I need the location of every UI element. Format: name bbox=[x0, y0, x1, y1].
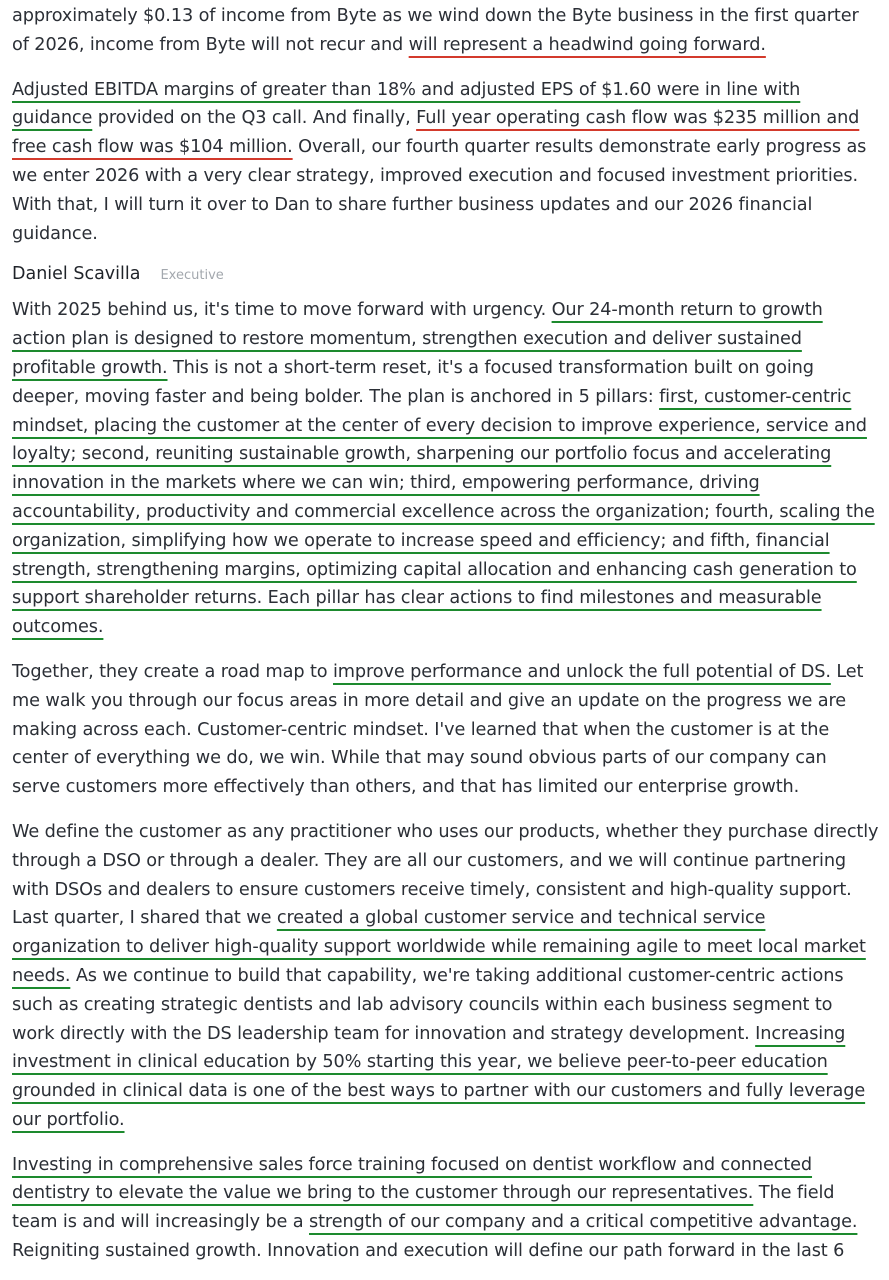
highlight-negative: Full year operating cash flow was $235 million and free cash flow was $104 million. bbox=[12, 108, 860, 158]
highlight-positive: Investing in comprehensive sales force training focused on dentist workflow and connected dentistry to elevate the value we bring to the customer through our representatives. bbox=[12, 1154, 813, 1204]
highlight-positive: Increasing investment in clinical education by 50% starting this year, we believe peer-to-peer education grounded in clinical data is one of the best ways to partner with our customers and fully leverage our portfolio. bbox=[12, 1023, 866, 1130]
speaker-header bbox=[12, 264, 879, 290]
highlight-positive: improve performance and unlock the full potential of DS. bbox=[333, 661, 831, 682]
highlight-positive: Adjusted EBITDA margins of greater than 18% and adjusted EPS of $1.60 were in line with guidance bbox=[12, 79, 801, 129]
text: approximately $0.13 of income from Byte as we wind down the Byte business in the first quarter of 2026, income from Byte will not recur and bbox=[12, 6, 859, 55]
paragraph-5 bbox=[12, 818, 879, 1135]
text: Overall, our fourth quarter results demonstrate early progress as we enter 2026 with a very clear strategy, improved execution and focused investment priorities. With that, I will turn it over to Dan to share further business updates and our 2026 financial guidance. bbox=[12, 137, 867, 244]
text: Let me walk you through our focus areas in more detail and give an update on the progress we are making across each. Customer-centric mindset. I've learned that when the customer is at the center of everything we do, we win. While that may sound obvious parts of our company can serve customers more effectively than others, and that has limited our enterprise growth. bbox=[12, 661, 864, 798]
paragraph-4 bbox=[12, 658, 879, 802]
highlight-positive: strength of our company and a critical competitive advantage. bbox=[309, 1212, 858, 1233]
highlight-negative: will represent a headwind going forward. bbox=[408, 34, 766, 55]
text: provided on the Q3 call. And finally, bbox=[92, 108, 417, 129]
text: We define the customer as any practitioner who uses our products, whether they purchase directly through a DSO or through a dealer. They are all our customers, and we will continue partnering with DSOs and dealers to ensure customers receive timely, consistent and high-quality support. Last quarter, I shared that we bbox=[12, 821, 879, 929]
text: Together, they create a road map to bbox=[12, 661, 333, 682]
speaker-name: Daniel Scavilla bbox=[12, 264, 141, 285]
paragraph-1 bbox=[12, 2, 879, 60]
paragraph-3 bbox=[12, 296, 879, 642]
text: With 2025 behind us, it's time to move forward with urgency. bbox=[12, 300, 552, 321]
text: Reigniting sustained growth. Innovation and execution will define our path forward in the last 6 bbox=[12, 1241, 845, 1262]
text: This is not a short-term reset, it's a focused transformation built on going deeper, moving faster and being bolder. The plan is anchored in 5 pillars: bbox=[12, 357, 814, 407]
text: The field team is and will increasingly be a bbox=[12, 1183, 835, 1233]
paragraph-6 bbox=[12, 1151, 879, 1266]
paragraph-2 bbox=[12, 76, 879, 249]
speaker-role-badge: Executive bbox=[160, 268, 224, 284]
transcript bbox=[0, 2, 889, 1266]
highlight-positive: first, customer-centric mindset, placing the customer at the center of every decision to improve experience, service and loyalty; second, reuniting sustainable growth, sharpening our portfolio focus and accelerating innovation in the markets where we can win; third, empowering performance, driving accountability, productivity and commercial excellence across the organization; fourth, scaling the organization, simplifying how we operate to increase speed and efficiency; and fifth, financial strength, strengthening margins, optimizing capital allocation and enhancing cash generation to support shareholder returns. Each pillar has clear actions to find milestones and measurable outcomes. bbox=[12, 386, 875, 638]
highlight-positive: created a global customer service and technical service organization to deliver high-quality support worldwide while remaining agile to meet local market needs. bbox=[12, 908, 866, 986]
text: As we continue to build that capability, we're taking additional customer-centric actions such as creating strategic dentists and lab advisory councils within each business segment to work directly with the DS leadership team for innovation and strategy development. bbox=[12, 965, 844, 1044]
highlight-positive: Our 24-month return to growth action plan is designed to restore momentum, strengthen execution and deliver sustained profitable growth. bbox=[12, 300, 823, 378]
